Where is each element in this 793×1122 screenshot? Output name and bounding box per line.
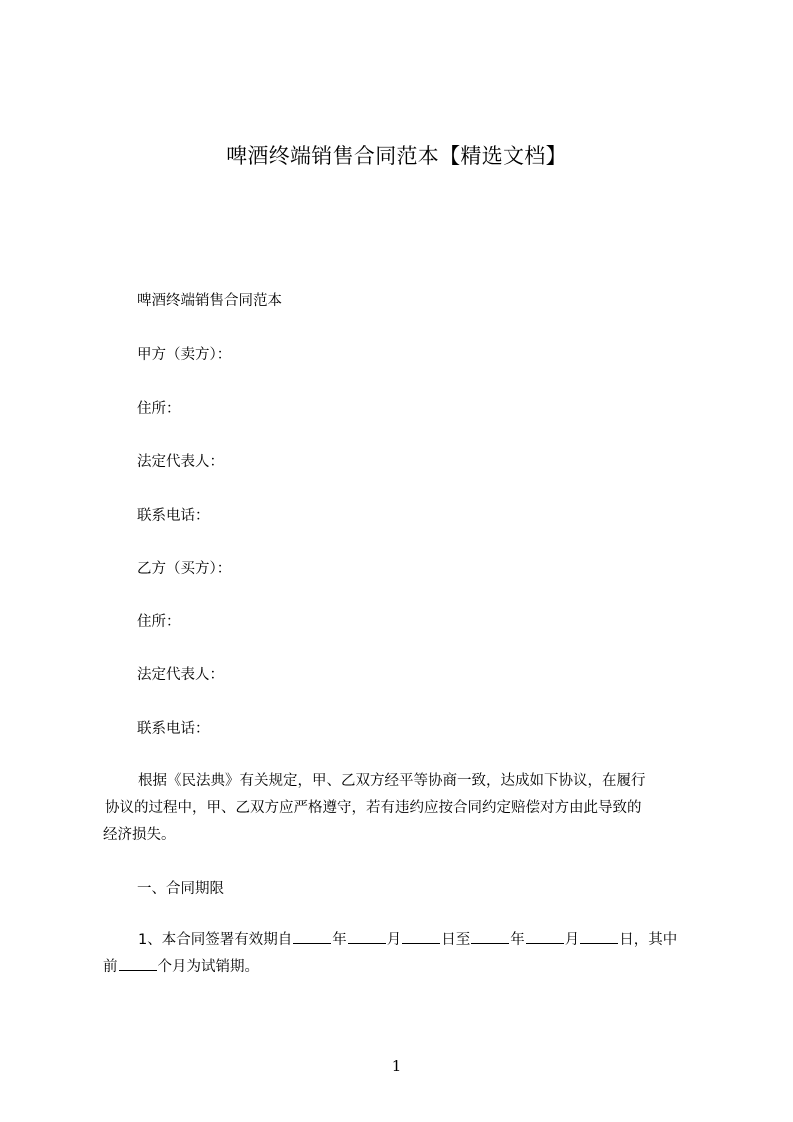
- preamble-line-1: 根据《民法典》有关规定，甲、乙双方经平等协商一致，达成如下协议，在履行: [138, 773, 646, 789]
- clause-1-line-1: [103, 927, 708, 954]
- party-a-phone: 联系电话：: [137, 508, 210, 524]
- blank-end-year: [471, 929, 509, 944]
- preamble-line-2: 协议的过程中，甲、乙双方应严格遵守，若有违约应按合同约定赔偿对方由此导致的: [105, 800, 642, 816]
- preamble-paragraph: [103, 768, 708, 849]
- clause-1-year-unit: 年: [332, 932, 347, 948]
- clause-1-paragraph: [103, 927, 708, 981]
- clause-1-month-unit-2: 月: [564, 932, 580, 948]
- clause-1-line-2: [103, 954, 708, 981]
- page-number: 1: [391, 1057, 402, 1075]
- section-1-heading: 一、合同期限: [137, 881, 224, 897]
- clause-1-day-to: 日至: [441, 932, 471, 948]
- blank-end-day: [580, 929, 618, 944]
- clause-1-trial-suffix: 个月为试销期。: [157, 959, 259, 975]
- preamble-line-3: 经济损失。: [103, 827, 176, 843]
- blank-trial-months: [119, 956, 157, 971]
- blank-start-day: [402, 929, 440, 944]
- party-b-label: 乙方（买方）：: [137, 561, 232, 577]
- party-b-phone: 联系电话：: [137, 721, 210, 737]
- blank-start-month: [348, 929, 386, 944]
- blank-start-year: [293, 929, 331, 944]
- blank-end-month: [526, 929, 564, 944]
- clause-1-text-start: 1、本合同签署有效期自: [138, 932, 293, 948]
- party-b-address: 住所：: [137, 614, 181, 630]
- document-title: 啤酒终端销售合同范本【精选文档】: [226, 144, 567, 168]
- clause-1-month-unit: 月: [386, 932, 402, 948]
- contract-subtitle: 啤酒终端销售合同范本: [137, 293, 282, 309]
- clause-1-trial-prefix: 前: [103, 959, 118, 975]
- clause-1-day-end: 日，其中: [619, 932, 678, 948]
- party-a-representative: 法定代表人：: [137, 454, 224, 470]
- party-a-label: 甲方（卖方）：: [137, 347, 232, 363]
- party-a-address: 住所：: [137, 401, 181, 417]
- party-b-representative: 法定代表人：: [137, 667, 224, 683]
- clause-1-year-unit-2: 年: [510, 932, 525, 948]
